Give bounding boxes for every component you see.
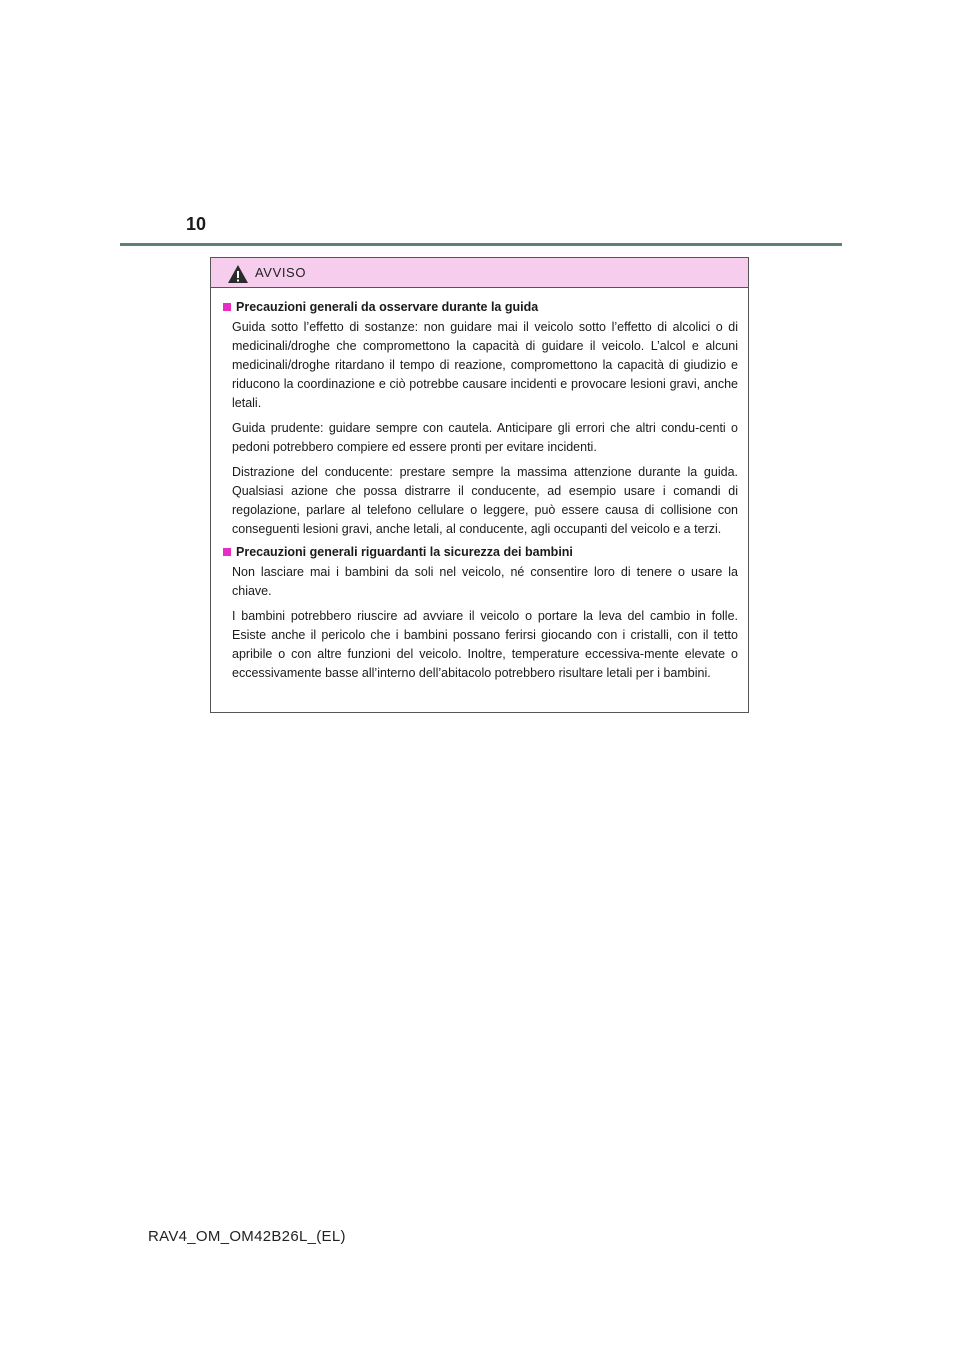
warning-title: AVVISO [255,265,307,280]
warning-triangle-icon [227,264,249,284]
warning-box [210,257,749,713]
section-heading-text: Precauzioni generali riguardanti la sicurezza dei bambini [236,545,573,559]
footer-document-code: RAV4_OM_OM42B26L_(EL) [148,1228,346,1245]
warning-header [211,258,748,288]
paragraph: Non lasciare mai i bambini da soli nel veicolo, né consentire loro di tenere o usare la chiave. [232,565,738,598]
bullet-square-icon [223,303,231,311]
section-heading [223,300,738,314]
paragraph: Guida sotto l’effetto di sostanze: non guidare mai il veicolo sotto l’effetto di alcolici o di medicinali/droghe che compromettono la capacità di guidare il veicolo. L’alcol e alcuni medicinali/droghe ritardano il tempo di reazione, compromettono la capacità di giudizio e riducono la coordinazione e ciò potrebbe causare incidenti e provocare lesioni gravi, anche letali. [232,320,738,410]
paragraph: I bambini potrebbero riuscire ad avviare il veicolo o portare la leva del cambio in folle. Esiste anche il pericolo che i bambini possano ferirsi giocando con i cristalli, con il tetto apribile o con altre funzioni del veicolo. Inoltre, temperature eccessiva-mente elevate o eccessivamente basse all’interno dell’abitacolo potrebbero risultare letali per i bambini. [232,609,738,680]
section-heading-text: Precauzioni generali da osservare durante la guida [236,300,539,314]
bullet-square-icon [223,548,231,556]
header-rule [120,243,842,246]
section-heading [223,545,738,559]
page-number: 10 [186,214,207,234]
paragraph: Guida prudente: guidare sempre con cautela. Anticipare gli errori che altri condu-centi o pedoni potrebbero compiere ed essere pronti per evitare incidenti. [232,421,738,454]
paragraph: Distrazione del conducente: prestare sempre la massima attenzione durante la guida. Qualsiasi azione che possa distrarre il conducente, ad esempio usare i comandi di regolazione, parlare al telefono cellulare o leggere, può essere causa di collisione con conseguenti lesioni gravi, anche letali, al conducente, agli occupanti del veicolo e a terzi. [232,465,738,536]
warning-body [211,288,748,683]
